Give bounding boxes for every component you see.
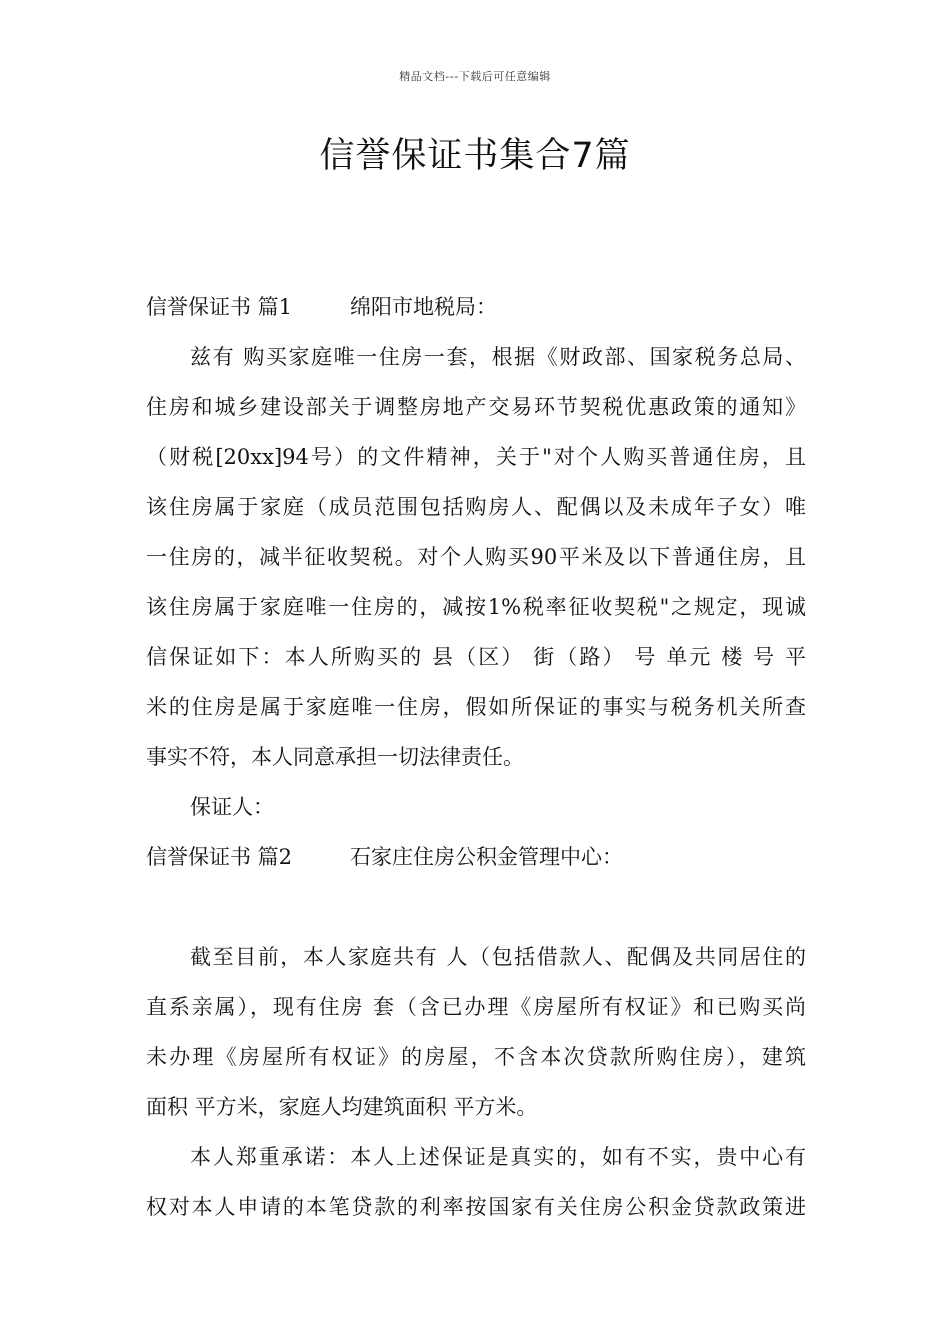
section-2-line: 权对本人申请的本笔贷款的利率按国家有关住房公积金贷款政策进 — [146, 1195, 806, 1219]
section-2-line: 面积 平方米，家庭人均建筑面积 平方米。 — [146, 1095, 538, 1119]
section-1-line: 该住房属于家庭（成员范围包括购房人、配偶以及未成年子女）唯 — [146, 495, 806, 519]
section-1-line: 兹有 购买家庭唯一住房一套，根据《财政部、国家税务总局、 — [190, 345, 806, 369]
section-1-signature: 保证人： — [190, 795, 274, 819]
section-2-line: 截至目前，本人家庭共有 人（包括借款人、配偶及共同居住的 — [190, 945, 806, 969]
section-1-line: 一住房的，减半征收契税。对个人购买90平米及以下普通住房，且 — [146, 545, 806, 569]
section-2-line: 本人郑重承诺：本人上述保证是真实的，如有不实，贵中心有 — [190, 1145, 806, 1169]
section-1-title: 信誉保证书 篇1 — [146, 295, 293, 319]
section-1-line: 住房和城乡建设部关于调整房地产交易环节契税优惠政策的通知》 — [146, 395, 806, 419]
section-1-heading — [146, 282, 806, 332]
page-header-watermark: 精品文档---下载后可任意编辑 — [399, 70, 551, 83]
section-1-line: 该住房属于家庭唯一住房的，减按1%税率征收契税"之规定，现诚 — [146, 595, 806, 619]
section-1-line: （财税[20xx]94号）的文件精神，关于"对个人购买普通住房，且 — [146, 445, 806, 469]
section-1-line: 信保证如下：本人所购买的 县（区） 街（路） 号 单元 楼 号 平 — [146, 645, 806, 669]
section-2-heading — [146, 832, 806, 882]
section-2-title: 信誉保证书 篇2 — [146, 845, 293, 869]
section-1-line: 事实不符，本人同意承担一切法律责任。 — [146, 745, 524, 769]
section-2-line: 未办理《房屋所有权证》的房屋，不含本次贷款所购住房），建筑 — [146, 1045, 806, 1069]
section-2-line: 直系亲属），现有住房 套（含已办理《房屋所有权证》和已购买尚 — [146, 995, 806, 1019]
section-1-line: 米的住房是属于家庭唯一住房，假如所保证的事实与税务机关所查 — [146, 695, 806, 719]
document-title: 信誉保证书集合7篇 — [319, 136, 631, 176]
section-2-recipient: 石家庄住房公积金管理中心： — [350, 845, 623, 869]
section-1-recipient: 绵阳市地税局： — [350, 295, 497, 319]
blank-line — [146, 882, 806, 932]
document-body — [146, 282, 806, 1232]
